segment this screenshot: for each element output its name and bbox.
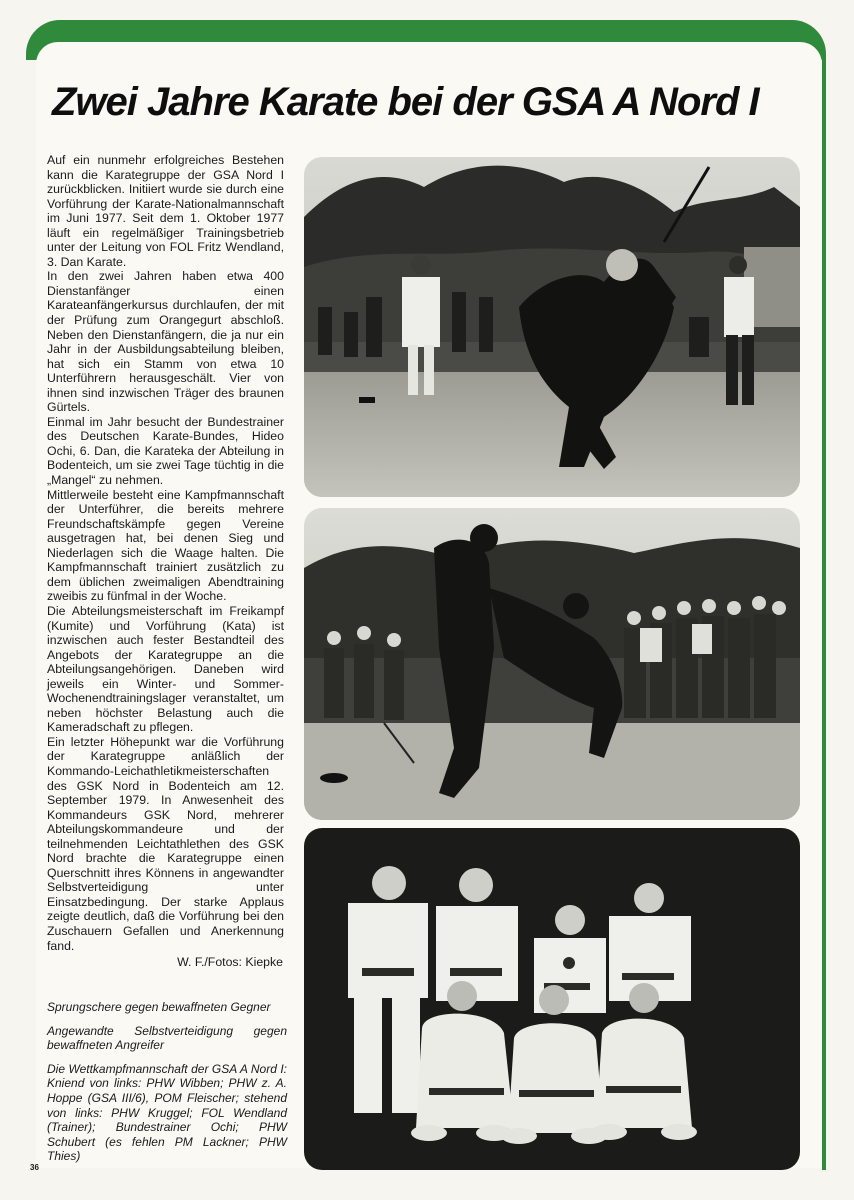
paragraph-5: Die Abteilungsmeisterschaft im Freikampf (Kumite) und Vorführung (Kata) ist inzwischen auch fester Bestandteil des Angebots der Karategruppe an die Abteilungsangehörigen. Daneben wird jeweils ein Winter- und Sommer-Wochenendtrainingslager veranstaltet, um neben höchster Belastung auch die Kameradschaft zu pflegen. [47,603,284,735]
paragraph-6: Ein letzter Höhepunkt war die Vorführung der Karategruppe anläßlich der Kommando-Leichathletikmeisterschaften des GSK Nord in Bodenteich am 12. September 1979. In Anwesenheit des Kommandeurs GSK Nord, mehrerer Abteilungskommandeure und der teilnehmenden Leichtathlethen des GSK Nord brachte die Karategruppe einen Querschnitt ihres Könnens in angewandter Selbstverteidigung unter Einsatzbedingung. Der starke Applaus zeigte deutlich, daß die Vorführung bei den Zuschauern Gefallen und Anerkennung fand. [47,734,284,953]
photo-credit: W. F./Fotos: Kiepke [177,955,283,969]
paragraph-1: Auf ein nunmehr erfolgreiches Bestehen kann die Karategruppe der GSA Nord I zurückblicken. Initiiert wurde sie durch eine Vorführung der Karate-Nationalmannschaft im Juni 1977. Seit dem 1. Oktober 1977 läuft ein regelmäßiger Trainingsbetrieb unter der Leitung von FOL Fritz Wendland, 3. Dan Karate. [47,153,284,269]
article-body [47,153,284,953]
caption-1: Sprungschere gegen bewaffneten Gegner [47,1000,271,1014]
article-title: Zwei Jahre Karate bei der GSA A Nord I [52,80,759,124]
paragraph-4: Mittlerweile besteht eine Kampfmannschaft der Unterführer, die bereits mehrere Freundschaftskämpfe gegen Vereine ausgetragen hat, bei denen Sieg und Niederlagen sich die Waage halten. Die Kampfmannschaft trainiert zusätzlich zu dem üblichen zweimaligen Abendtraining zweibis zu fünfmal in der Woche. [47,487,284,604]
caption-3: Die Wettkampfmannschaft der GSA A Nord I: Kniend von links: PHW Wibben; PHW z. A. Hoppe (GSA III/6), POM Fleischer; stehend von links: PHW Kruggel; FOL Wendland (Trainer); Bundestrainer Ochi; PHW Schubert (es fehlen PM Lackner; PHW Thies) [47,1061,287,1164]
paragraph-2: In den zwei Jahren haben etwa 400 Dienstanfänger einen Karateanfängerkursus durchlaufen, der mit der Prüfung zum Orangegurt abschloß. Neben den Dienstanfängern, die ja nur ein Jahr in der Ausbildungsabteilung bleiben, hat sich ein Stamm von etwa 10 Unterführern herausgeschält. Vier von ihnen sind inzwischen Träger des braunen Gürtels. [47,269,284,415]
photo-self-defense [304,508,800,820]
caption-2: Angewandte Selbstverteidigung gegen bewaffneten Angreifer [47,1023,287,1053]
photo-jump-scissors [304,157,800,497]
paragraph-3: Einmal im Jahr besucht der Bundestrainer des Deutschen Karate-Bundes, Hideo Ochi, 6. Dan, die Karateka der Abteilung in Bodenteich, um sie zwei Tage tüchtig in die „Mangel“ zu nehmen. [47,414,284,488]
photo-captions [47,1000,287,1173]
photo-team-portrait [304,828,800,1170]
page-number: 36 [30,1163,39,1172]
